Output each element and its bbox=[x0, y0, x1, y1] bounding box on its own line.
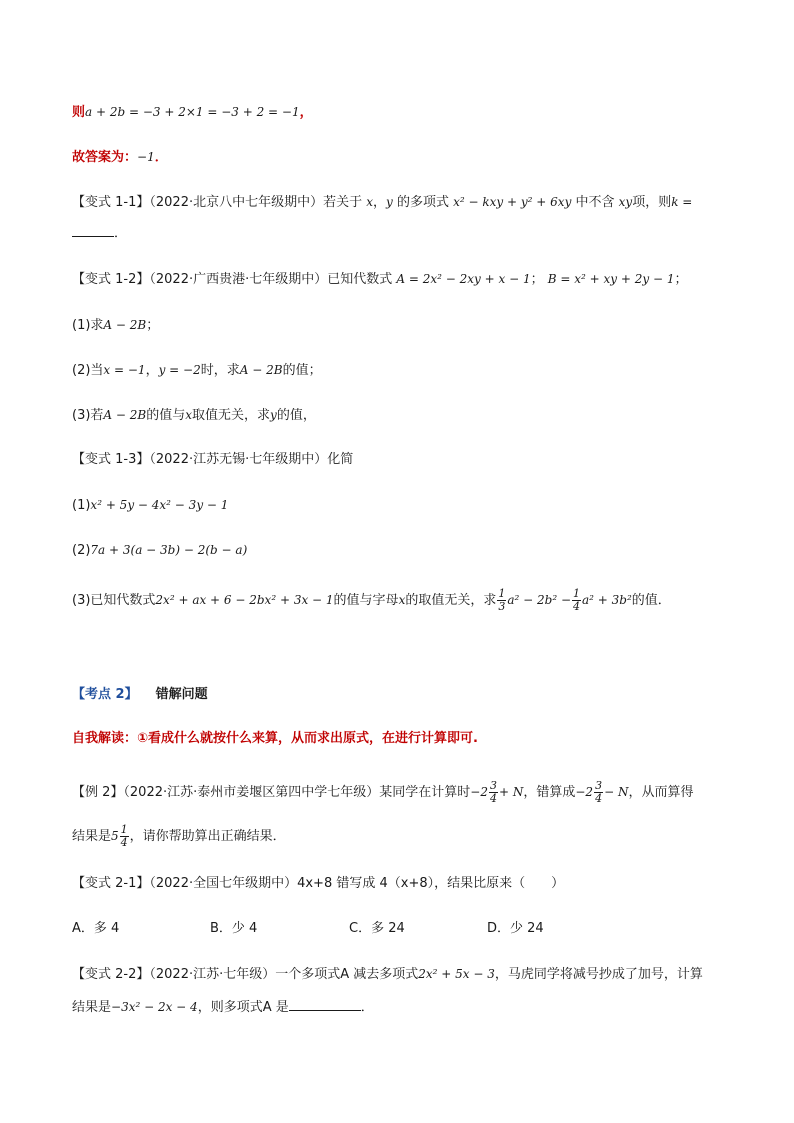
numerator: 1 bbox=[498, 587, 506, 600]
section-tag: 【考点 2】 bbox=[72, 687, 138, 702]
mixed-number: −2 bbox=[470, 785, 488, 799]
solution-suffix: ， bbox=[299, 105, 313, 120]
variant-2-2-cont bbox=[72, 996, 374, 1018]
self-interpretation bbox=[72, 729, 478, 749]
question-text: 项，则 bbox=[632, 195, 672, 210]
expression: + N bbox=[498, 785, 524, 799]
mixed-number: −2 bbox=[575, 785, 594, 799]
question-text: 4x+8 错写成 4（x+8），结果比原来（ ） bbox=[297, 876, 565, 891]
denominator: 4 bbox=[120, 836, 128, 849]
condition-y: y = −2 bbox=[158, 363, 201, 377]
variant-tag: 【变式 1-2】 bbox=[72, 272, 150, 287]
expression: 7a + 3(a − 3b) − 2(b − a) bbox=[90, 543, 248, 557]
variant-tag: 【变式 1-1】 bbox=[72, 195, 150, 210]
numerator: 1 bbox=[120, 823, 128, 836]
option-d[interactable]: D．少 24 bbox=[487, 921, 544, 936]
sub-question-3 bbox=[72, 405, 316, 426]
question-text: 结果是 bbox=[72, 1000, 112, 1015]
question-text: 的取值无关，求 bbox=[405, 593, 497, 608]
fraction bbox=[120, 824, 129, 849]
period: ． bbox=[114, 226, 128, 241]
condition-x: x = −1 bbox=[103, 363, 146, 377]
question-text: ，则多项式A 是 bbox=[197, 1000, 289, 1015]
numerator: 1 bbox=[573, 587, 581, 600]
denominator: 4 bbox=[489, 792, 497, 805]
variant-1-2 bbox=[72, 269, 688, 290]
expression: a² − 2b² − bbox=[507, 593, 572, 607]
option-c[interactable]: C．多 24 bbox=[349, 921, 405, 936]
variant-source: （2022·全国七年级期中） bbox=[149, 876, 298, 891]
denominator: 4 bbox=[595, 792, 603, 805]
sub-label: (1)求 bbox=[72, 318, 104, 333]
sub-label: (3)已知代数式 bbox=[72, 593, 156, 608]
fraction-one-quarter bbox=[572, 588, 581, 613]
sub-label: (2) bbox=[72, 543, 91, 558]
option-a[interactable]: A．多 4 bbox=[72, 921, 120, 936]
denominator: 3 bbox=[498, 600, 506, 613]
question-text: 的值； bbox=[282, 363, 322, 378]
expression-B: B = x² + xy + 2y − 1 bbox=[547, 272, 675, 286]
question-text: 的值与字母 bbox=[333, 593, 399, 608]
term-xy: xy bbox=[618, 195, 633, 209]
expression: x² + 5y − 4x² − 3y − 1 bbox=[90, 498, 229, 512]
sub-label: (3)若 bbox=[72, 408, 104, 423]
variant-source: （2022·江苏无锡·七年级期中） bbox=[149, 452, 328, 467]
question-text: 取值无关，求 bbox=[192, 408, 271, 423]
question-text: 某同学在计算时 bbox=[379, 785, 471, 800]
separator: ， bbox=[145, 363, 159, 378]
sub-label: (2)当 bbox=[72, 363, 104, 378]
answer-line bbox=[72, 147, 168, 168]
example-source: （2022·江苏·泰州市姜堰区第四中学七年级） bbox=[123, 785, 380, 800]
separator: ； bbox=[146, 318, 160, 333]
polynomial: x² − kxy + y² + 6xy bbox=[453, 195, 572, 209]
variant-source: （2022·广西贵港·七年级期中） bbox=[149, 272, 328, 287]
var-y: y bbox=[386, 195, 393, 209]
answer-value: −1 bbox=[137, 150, 155, 164]
numerator: 3 bbox=[489, 779, 497, 792]
question-text: ，从而算得 bbox=[628, 785, 694, 800]
option-b[interactable]: B．少 4 bbox=[210, 921, 258, 936]
variant-2-2 bbox=[72, 964, 703, 985]
sub-question-3 bbox=[72, 586, 671, 615]
var-k: k = bbox=[671, 195, 693, 209]
question-text: 的值与 bbox=[146, 408, 186, 423]
example-2 bbox=[72, 778, 693, 807]
var-x: x bbox=[366, 195, 374, 209]
sub-question-2 bbox=[72, 360, 322, 381]
question-text: 若关于 bbox=[323, 195, 363, 210]
question-text: 的值， bbox=[276, 408, 316, 423]
fraction bbox=[489, 780, 498, 805]
self-label: 自我解读： bbox=[72, 731, 138, 746]
question-text: 的值． bbox=[631, 593, 671, 608]
variant-tag: 【变式 2-1】 bbox=[72, 876, 150, 891]
sub-question-2 bbox=[72, 540, 247, 561]
answer-blank[interactable] bbox=[289, 996, 361, 1011]
solution-line bbox=[72, 102, 313, 123]
question-text: ，请你帮助算出正确结果． bbox=[129, 829, 286, 844]
variant-tag: 【变式 2-2】 bbox=[72, 967, 150, 982]
question-text: 的多项式 bbox=[396, 195, 449, 210]
separator: ； bbox=[530, 272, 544, 287]
question-text: 结果是 bbox=[72, 829, 112, 844]
self-text: ①看成什么就按什么来算，从而求出原式，在进行计算即可. bbox=[137, 731, 478, 746]
question-text: ，马虎同学将减号抄成了加号，计算 bbox=[494, 967, 703, 982]
var-x: x bbox=[398, 593, 406, 607]
example-2-cont bbox=[72, 822, 286, 851]
question-text: 一个多项式A 减去多项式 bbox=[275, 967, 419, 982]
question-text: 化简 bbox=[327, 452, 354, 467]
separator: ； bbox=[674, 272, 688, 287]
variant-2-1 bbox=[72, 874, 564, 894]
sub-question-1 bbox=[72, 315, 159, 336]
expression-A: A = 2x² − 2xy + x − 1 bbox=[396, 272, 531, 286]
variant-1-3 bbox=[72, 450, 353, 470]
solution-expression: a + 2b = −3 + 2×1 = −3 + 2 = −1 bbox=[85, 105, 300, 119]
numerator: 3 bbox=[595, 779, 603, 792]
fraction bbox=[594, 780, 603, 805]
question-text: 中不含 bbox=[575, 195, 615, 210]
expression: a² + 3b² bbox=[582, 593, 632, 607]
denominator: 4 bbox=[573, 600, 581, 613]
variant-source: （2022·江苏·七年级） bbox=[149, 967, 276, 982]
var-y: y bbox=[270, 408, 277, 422]
polynomial: −3x² − 2x − 4 bbox=[111, 1000, 198, 1014]
answer-blank[interactable] bbox=[72, 222, 114, 237]
answer-label: 故答案为： bbox=[72, 150, 138, 165]
expression: A − 2B bbox=[103, 318, 147, 332]
question-text: 已知代数式 bbox=[327, 272, 393, 287]
variant-source: （2022·北京八中七年级期中） bbox=[149, 195, 324, 210]
expression: A − 2B bbox=[103, 408, 147, 422]
polynomial: 2x² + 5x − 3 bbox=[418, 967, 495, 981]
section-heading bbox=[72, 685, 208, 705]
expression: 2x² + ax + 6 − 2bx² + 3x − 1 bbox=[155, 593, 334, 607]
section-title: 错解问题 bbox=[155, 687, 208, 702]
sub-label: (1) bbox=[72, 498, 91, 513]
variant-tag: 【变式 1-3】 bbox=[72, 452, 150, 467]
solution-prefix: 则 bbox=[72, 105, 86, 120]
question-text: 时，求 bbox=[200, 363, 240, 378]
separator: ， bbox=[373, 195, 387, 210]
answer-suffix: ． bbox=[154, 150, 168, 165]
mixed-number: 5 bbox=[111, 829, 119, 843]
fraction-one-third bbox=[497, 588, 506, 613]
question-text: ，错算成 bbox=[523, 785, 576, 800]
var-x: x bbox=[185, 408, 193, 422]
period: ． bbox=[360, 1000, 374, 1015]
example-tag: 【例 2】 bbox=[72, 785, 124, 800]
variant-1-1 bbox=[72, 192, 692, 213]
expression: − N bbox=[604, 785, 629, 799]
variant-1-1-blank-line bbox=[72, 222, 127, 244]
expression: A − 2B bbox=[239, 363, 283, 377]
sub-question-1 bbox=[72, 495, 228, 516]
